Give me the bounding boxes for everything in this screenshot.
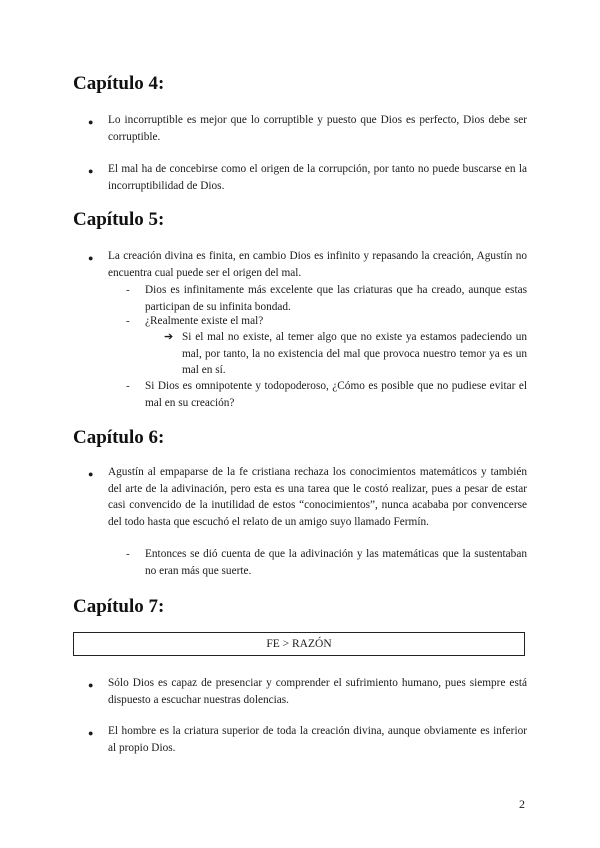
bullet-icon: ● [88, 680, 94, 690]
bullet-icon: ● [88, 166, 94, 176]
arrow-icon: ➔ [164, 331, 174, 343]
chapter-5-subitem-3: Si Dios es omnipotente y todopoderoso, ¿Cómo es posible que no pudiese evitar el mal en su creación? [145, 380, 527, 409]
chapter-5-subitem-1: Dios es infinitamente más excelente que las criaturas que ha creado, aunque estas participan de su infinita bondad. [145, 284, 527, 313]
chapter-7-heading: Capítulo 7: [73, 596, 165, 617]
dash-marker: - [126, 284, 130, 296]
page-number: 2 [519, 797, 525, 811]
bullet-icon: ● [88, 253, 94, 263]
bullet-icon: ● [88, 728, 94, 738]
dash-marker: - [126, 380, 130, 392]
chapter-6-item-1: Agustín al empaparse de la fe cristiana rechaza los conocimientos matemáticos y también del arte de la adivinación, pero esta es una tarea que le costó realizar, pues a pesar de estar casi convencido de la inutilidad de estos “conocimientos”, nunca acababa por convencerse del todo hasta que escuchó el relato de un amigo suyo llamado Fermín. [108, 466, 527, 528]
chapter-6-heading: Capítulo 6: [73, 427, 165, 448]
fe-razon-box: FE > RAZÓN [73, 632, 525, 656]
chapter-7-item-2: El hombre es la criatura superior de toda la creación divina, aunque obviamente es inferior al propio Dios. [108, 725, 527, 754]
chapter-4-heading: Capítulo 4: [73, 73, 165, 94]
chapter-6-subitem-1: Entonces se dió cuenta de que la adivinación y las matemáticas que la sustentaban no eran más que suerte. [145, 548, 527, 577]
chapter-5-arrow-item: Si el mal no existe, al temer algo que no existe ya estamos padeciendo un mal, por tanto, la no existencia del mal que provoca nuestro temor ya es un mal en sí. [182, 331, 527, 376]
chapter-7-item-1: Sólo Dios es capaz de presenciar y comprender el sufrimiento humano, pues siempre está dispuesto a escuchar nuestras dolencias. [108, 677, 527, 706]
bullet-icon: ● [88, 117, 94, 127]
chapter-5-subitem-2: ¿Realmente existe el mal? [145, 315, 264, 327]
dash-marker: - [126, 548, 130, 560]
bullet-icon: ● [88, 469, 94, 479]
chapter-5-heading: Capítulo 5: [73, 209, 165, 230]
dash-marker: - [126, 315, 130, 327]
chapter-4-item-1: Lo incorruptible es mejor que lo corruptible y puesto que Dios es perfecto, Dios debe ser corruptible. [108, 114, 527, 143]
chapter-5-item-1: La creación divina es finita, en cambio Dios es infinito y repasando la creación, Agustín no encuentra cual puede ser el origen del mal. [108, 250, 527, 279]
chapter-4-item-2: El mal ha de concebirse como el origen de la corrupción, por tanto no puede buscarse en la incorruptibilidad de Dios. [108, 163, 527, 192]
